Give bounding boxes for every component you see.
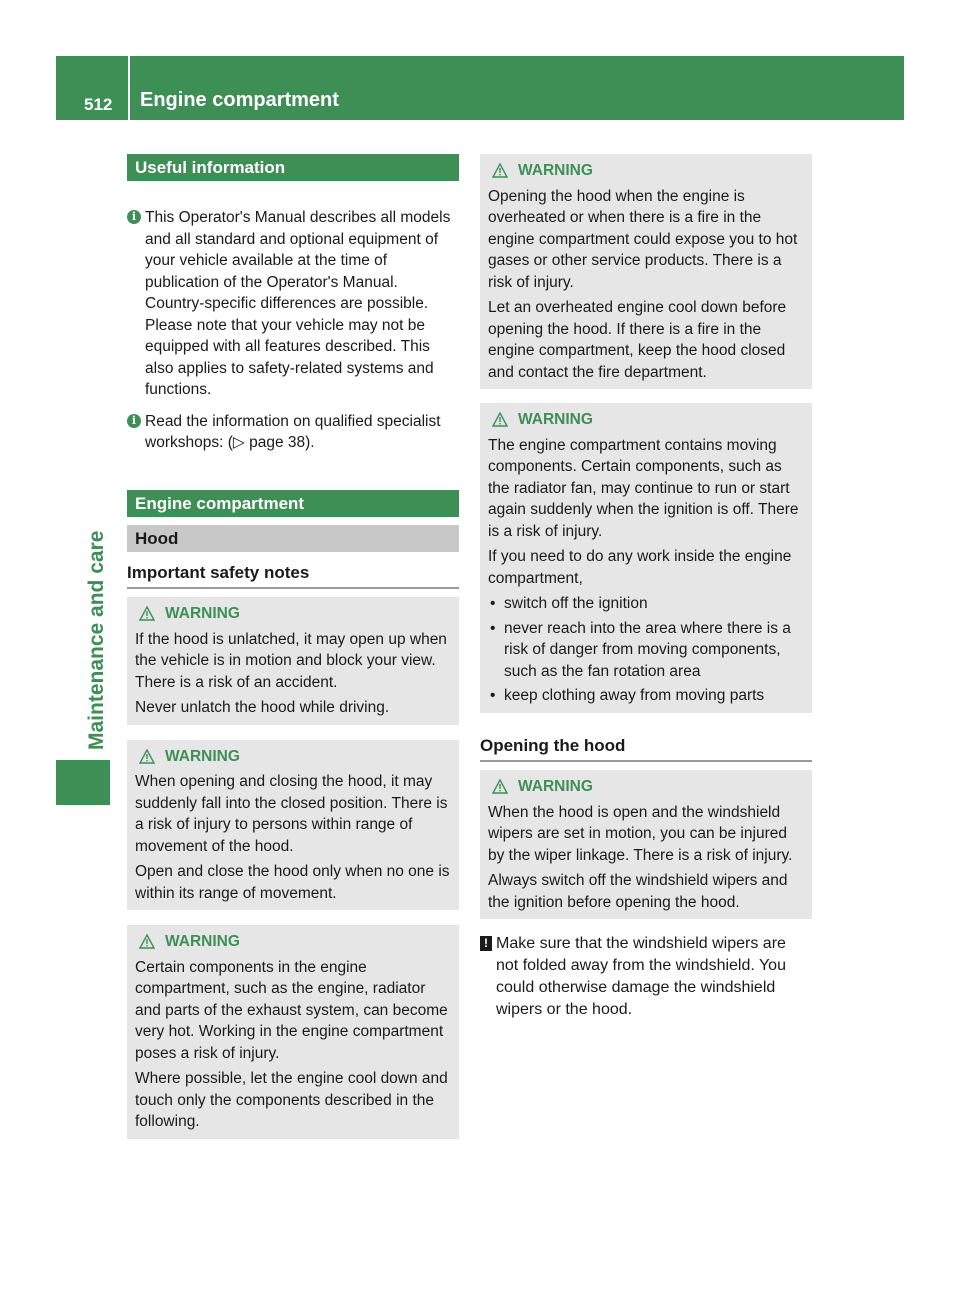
info-paragraph-2 [127,411,459,454]
warning-label: WARNING [518,411,593,428]
warning-box-1 [127,597,459,725]
warning-title [488,409,804,431]
warning-box-4 [480,154,812,389]
left-column [127,154,459,1139]
warning-text: Let an overheated engine cool down before opening the hood. If there is a fire in the engine compartment, keep the hood closed and contact the fire department. [488,299,787,381]
warning-label: WARNING [165,605,240,622]
warning-text: If the hood is unlatched, it may open up when the vehicle is in motion and block your view. There is a risk of an accident. [135,630,447,691]
warning-text: Where possible, let the engine cool down and touch only the components described in the following. [135,1070,448,1130]
section-heading-engine: Engine compartment [127,490,459,517]
info-paragraph-1 [127,207,459,401]
warning-title [135,603,451,625]
bullet-list [488,593,804,707]
list-item: • keep clothing away from moving parts [488,685,804,707]
warning-triangle-icon [139,606,155,621]
warning-box-2 [127,740,459,911]
warning-triangle-icon [492,779,508,794]
warning-text: When opening and closing the hood, it may suddenly fall into the closed position. There is a risk of injury to persons within range of movement of the hood. [135,773,448,855]
warning-box-6 [480,770,812,919]
warning-label: WARNING [518,162,593,179]
info-text-2: Read the information on qualified specialist workshops: (▷ page 38). [145,412,441,451]
opening-hood-heading: Opening the hood [480,735,812,763]
warning-text: Opening the hood when the engine is overheated or when there is a fire in the engine compartment could expose you to hot gases or other service products. There is a risk of injury. [488,187,798,291]
warning-triangle-icon [139,749,155,764]
safety-notes-heading: Important safety notes [127,562,459,590]
warning-title [135,746,451,768]
warning-text: Never unlatch the hood while driving. [135,699,390,716]
caution-note [480,933,812,1021]
warning-title [488,160,804,182]
warning-box-5 [480,403,812,713]
subsection-heading-hood: Hood [127,525,459,552]
warning-label: WARNING [165,747,240,765]
warning-text: When the hood is open and the windshield wipers are set in motion, you can be injured by the wiper linkage. There is a risk of injury. [488,803,793,864]
info-text-1: This Operator's Manual describes all models and all standard and optional equipment of your vehicle available at the time of publication of the Operator's Manual. Country-specific differences are possible. Please note that your vehicle may not be equipped with all features described. This also applies to safety-related systems and functions. [145,209,451,398]
warning-label: WARNING [165,933,240,950]
useful-info-heading: Useful information [127,154,459,181]
header-title: Engine compartment [140,89,339,111]
info-icon: i [127,414,141,428]
warning-text: Certain components in the engine compartment, such as the engine, radiator and parts of the exhaust system, can become very hot. Working in the engine compartment poses a risk of injury. [135,958,448,1062]
exclamation-icon: ! [480,936,492,951]
page-header [56,56,904,120]
warning-text: If you need to do any work inside the engine compartment, [488,548,792,587]
list-item: • switch off the ignition [488,593,804,615]
warning-text: Open and close the hood only when no one is within its range of movement. [135,863,450,902]
warning-title [488,776,804,798]
warning-text: Always switch off the windshield wipers and the ignition before opening the hood. [488,872,788,911]
warning-triangle-icon [492,163,508,178]
warning-label: WARNING [518,778,593,795]
warning-title [135,931,451,953]
header-divider [128,56,130,120]
sidebar-tab-marker [56,760,110,805]
warning-triangle-icon [492,412,508,427]
list-item: • never reach into the area where there is a risk of danger from moving components, such as the fan rotation area [488,618,804,683]
info-icon: i [127,210,141,224]
warning-text: The engine compartment contains moving components. Certain components, such as the radiator fan, may continue to run or start again suddenly when the ignition is off. There is a risk of injury. [488,436,799,540]
warning-box-3 [127,925,459,1139]
sidebar-chapter-label: Maintenance and care [85,530,108,750]
note-text: Make sure that the windshield wipers are not folded away from the windshield. You could otherwise damage the windshield wipers or the hood. [496,935,786,1018]
right-column [480,154,812,1021]
page-number: 512 [84,95,113,114]
warning-triangle-icon [139,934,155,949]
